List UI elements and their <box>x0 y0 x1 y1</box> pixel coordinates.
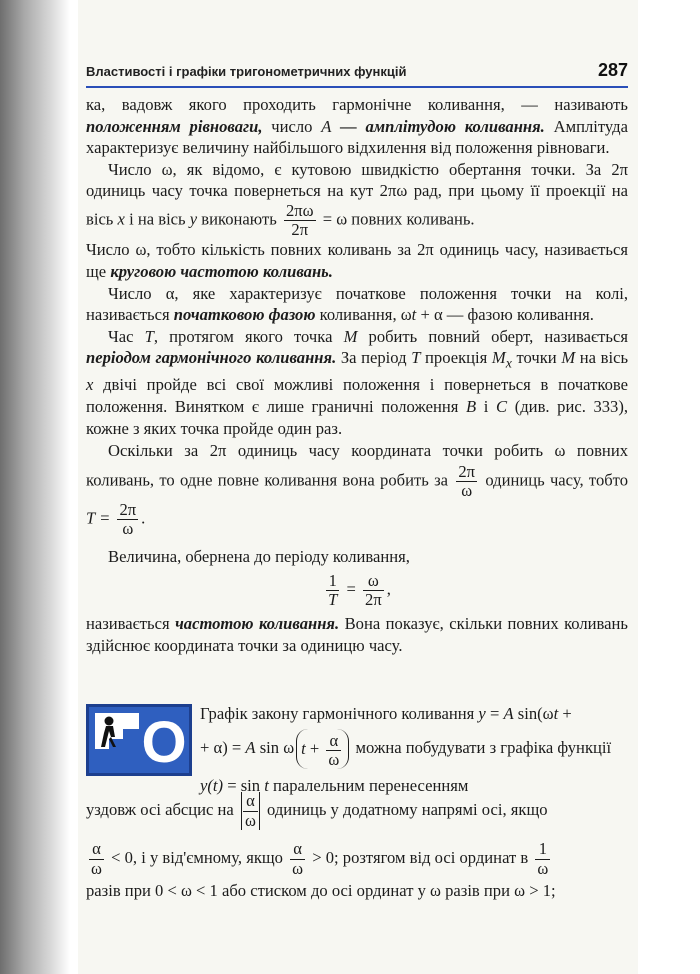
paragraph-circular-frequency: Число ω, тобто кількість повних коливань за 2π одиниць часу, називається ще круговою частотою коливань. <box>86 240 628 282</box>
figure-at-stairs-icon <box>89 707 189 773</box>
term-amplitude: амплітудою коливання. <box>365 116 545 136</box>
fraction-omega-over-2pi: $\frac{\omega}{2\pi}$ <box>365 570 382 609</box>
fraction-period-formula: $\frac{2\pi}{\omega}$ <box>119 499 137 538</box>
paragraph-frequency-intro: Величина, обернена до періоду коливання, <box>108 547 410 567</box>
paragraph-period-formula: Оскільки за 2π одиниць часу координата точки робить ω повних коливань, то одне повне коливання вона робить за $\frac{2\pi}{\omega}$ одиниць часу, тобто T = $\frac{2\pi}{\omega}$ . <box>86 441 629 538</box>
running-header <box>86 58 628 88</box>
term-frequency: частотою коливання. <box>175 614 340 634</box>
paragraph-period: Час T, протягом якого точка M робить повний оберт, називається періодом гармонічного коливання. За період T проекція $M_x$ точки M на вісь x двічі пройде всі свої можливі положення і повернеться в початкове положення. Винятком є лише граничні положення B і C (див. рис. 333), кожне з яких точка пройде один раз. <box>86 326 629 438</box>
fraction-alpha-over-omega: $\frac{\alpha}{\omega}$ <box>328 730 340 769</box>
binding-shadow <box>0 0 70 974</box>
term-period: періодом гармонічного коливання. <box>86 348 337 368</box>
abs-alpha-over-omega: $\frac{\alpha}{\omega}$ <box>241 792 260 830</box>
icon-letter-o: O <box>141 710 187 773</box>
fraction-2pi-over-omega: $\frac{2\pi}{\omega}$ <box>458 462 475 501</box>
paragraph-initial-phase: Число α, яке характеризує початкове положення точки на колі, називається початковою фазою коливання, ωt + α — фазою коливання. <box>86 283 628 325</box>
formula-frequency: $\frac{1}{T}$ = $\frac{\omega}{2\pi}$ , <box>328 570 391 609</box>
orientation-icon <box>86 704 192 776</box>
header-title: Властивості і графіки тригонометричних функцій <box>86 64 407 79</box>
paragraph-frequency: називається частотою коливання. Вона показує, скільки повних коливань здійснює координата точки за одиницю часу. <box>86 614 628 655</box>
fraction-1-over-omega: $\frac{1}{\omega}$ <box>537 839 549 878</box>
line-stretch-compress: разів при 0 < ω < 1 або стиском до осі ординат у ω разів при ω > 1; <box>86 881 556 900</box>
fraction-2piomega-over-2pi: $\frac{2\pi\omega}{2\pi}$ <box>285 200 314 240</box>
fraction-alpha-over-omega-neg: $\frac{\alpha}{\omega}$ <box>91 839 102 878</box>
term-circular-frequency: круговою частотою коливань. <box>110 262 333 282</box>
page-number: 287 <box>597 60 628 80</box>
graph-paragraph: Графік закону гармонічного коливання y = A sin(ωt + + α) = A sin ω t + $\frac{\alpha}{\omega}$ можна побудувати з графіка функції y(t) = sin t паралельним перенесенням <box>200 704 612 796</box>
term-initial-phase: початковою фазою <box>173 305 316 325</box>
paren-t-plus-alpha-over-omega: t + $\frac{\alpha}{\omega}$ <box>296 729 349 769</box>
paragraph-angular-speed: Число ω, як відомо, є кутовою швидкістю обертання точки. За 2π одиниць часу точка повернеться на кут 2πω рад, при цьому її проекції на вісь x і на вісь y виконають $\frac{2\pi\omega}{2\pi}$ = ω повних коливань. <box>86 159 628 240</box>
term-equilibrium: положенням рівноваги, <box>86 116 263 136</box>
main-text <box>86 94 628 656</box>
fraction-1-over-T: $\frac{1}{T}$ <box>328 570 338 609</box>
graph-paragraph-continued: уздовж осі абсцис на $\frac{\alpha}{\omega}$ одиниць у додатному напрямі осі, якщо $\frac{\alpha}{\omega}$ < 0, і у від'ємному, якщо $\frac{\alpha}{\omega}$ > 0; розтягом від осі ординат в $\frac{1}{\omega}$ разів при 0 < ω < 1 або стиском до осі ординат у ω разів при ω > 1; <box>86 790 628 902</box>
paragraph-equilibrium: ка, вадовж якого проходить гармонічне коливання, — називають положенням рівноваги, число A — амплітудою коливання. Амплітуда характеризує величину найбільшого відхилення від положення рівноваги. <box>86 95 628 158</box>
fraction-alpha-over-omega-pos: $\frac{\alpha}{\omega}$ <box>292 839 304 878</box>
